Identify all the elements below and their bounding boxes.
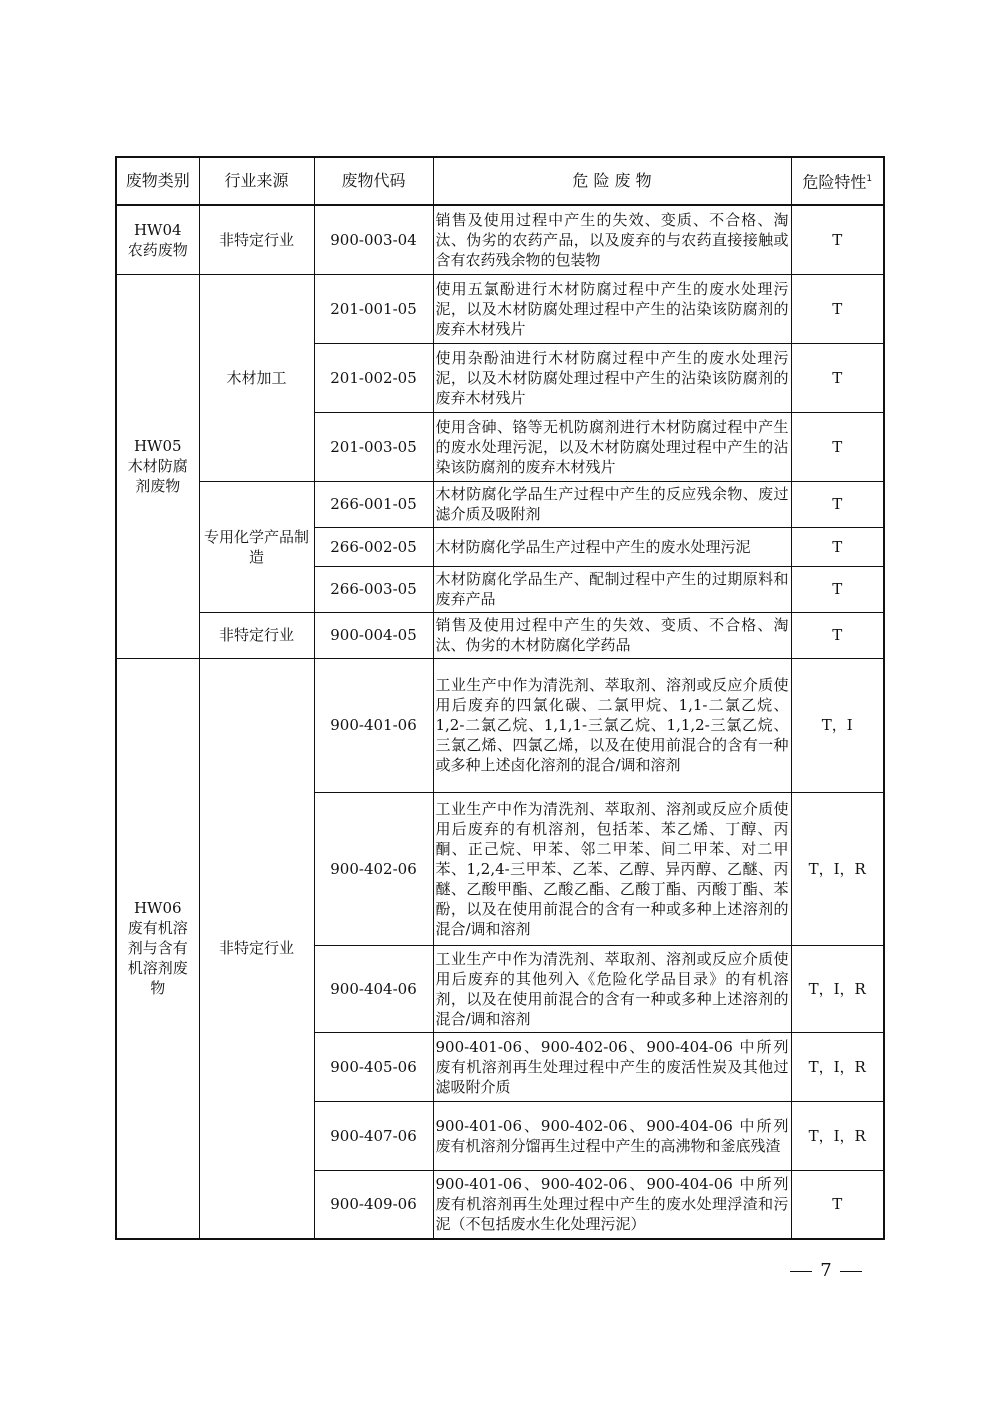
table-row bbox=[116, 205, 884, 274]
hazard-property: T bbox=[791, 274, 884, 343]
category-cell-hw06 bbox=[116, 658, 199, 1239]
category-name: 农药废物 bbox=[127, 240, 188, 259]
hazardous-waste-table bbox=[115, 156, 885, 1240]
waste-description: 900-401-06、900-402-06、900-404-06 中所列废有机溶剂再生处理过程中产生的废水处理浮渣和污泥（不包括废水生化处理污泥） bbox=[433, 1170, 791, 1239]
waste-description: 工业生产中作为清洗剂、萃取剂、溶剂或反应介质使用后废弃的其他列入《危险化学品目录》的有机溶剂，以及在使用前混合的含有一种或多种上述溶剂的混合/调和溶剂 bbox=[433, 945, 791, 1032]
waste-code: 266-001-05 bbox=[314, 481, 433, 527]
category-code: HW04 bbox=[133, 220, 182, 239]
industry-cell: 非特定行业 bbox=[199, 612, 314, 658]
waste-description: 使用含砷、铬等无机防腐剂进行木材防腐过程中产生的废水处理污泥，以及木材防腐处理过程中产生的沾染该防腐剂的废弃木材残片 bbox=[433, 412, 791, 481]
hazard-property: T，I，R bbox=[791, 945, 884, 1032]
category-code: HW05 bbox=[133, 437, 182, 455]
industry-cell: 非特定行业 bbox=[199, 658, 314, 1239]
industry-cell: 木材加工 bbox=[199, 274, 314, 481]
footnote-marker: 1 bbox=[866, 174, 873, 185]
waste-code: 900-405-06 bbox=[314, 1032, 433, 1101]
table-row bbox=[116, 481, 884, 527]
hazard-property: T bbox=[791, 566, 884, 612]
waste-description: 木材防腐化学品生产过程中产生的反应残余物、废过滤介质及吸附剂 bbox=[433, 481, 791, 527]
waste-code: 201-002-05 bbox=[314, 343, 433, 412]
waste-description: 销售及使用过程中产生的失效、变质、不合格、淘汰、伪劣的农药产品，以及废弃的与农药直接接触或含有农药残余物的包装物 bbox=[433, 205, 791, 274]
page-number bbox=[780, 1260, 872, 1281]
waste-code: 900-407-06 bbox=[314, 1101, 433, 1170]
category-name: 木材防腐剂废物 bbox=[127, 457, 188, 495]
table-header-row bbox=[116, 157, 884, 205]
header-waste-category: 废物类别 bbox=[116, 157, 199, 205]
hazard-property: T，I，R bbox=[791, 1101, 884, 1170]
waste-code: 900-404-06 bbox=[314, 945, 433, 1032]
waste-code: 900-401-06 bbox=[314, 658, 433, 792]
hazard-property: T bbox=[791, 527, 884, 566]
category-code: HW06 bbox=[133, 899, 182, 918]
page-number-text: 7 bbox=[820, 1260, 832, 1281]
waste-code: 201-003-05 bbox=[314, 412, 433, 481]
waste-code: 266-002-05 bbox=[314, 527, 433, 566]
waste-code: 900-004-05 bbox=[314, 612, 433, 658]
header-hazard-property-label: 危险特性 bbox=[802, 172, 867, 192]
hazard-property: T bbox=[791, 412, 884, 481]
waste-description: 工业生产中作为清洗剂、萃取剂、溶剂或反应介质使用后废弃的有机溶剂，包括苯、苯乙烯、丁醇、丙酮、正己烷、甲苯、邻二甲苯、间二甲苯、对二甲苯、1,2,4-三甲苯、乙苯、乙醇、异丙醇、乙醚、丙醚、乙酸甲酯、乙酸乙酯、乙酸丁酯、丙酸丁酯、苯酚，以及在使用前混合的含有一种或多种上述溶剂的混合/调和溶剂 bbox=[433, 792, 791, 945]
header-hazard-property bbox=[791, 157, 884, 205]
waste-description: 木材防腐化学品生产过程中产生的废水处理污泥 bbox=[433, 527, 791, 566]
waste-description: 900-401-06、900-402-06、900-404-06 中所列废有机溶剂分馏再生过程中产生的高沸物和釜底残渣 bbox=[433, 1101, 791, 1170]
hazard-property: T bbox=[791, 612, 884, 658]
category-cell-hw05 bbox=[116, 274, 199, 658]
waste-code: 266-003-05 bbox=[314, 566, 433, 612]
table-row bbox=[116, 274, 884, 343]
hazard-property: T bbox=[791, 1170, 884, 1239]
waste-description: 使用五氯酚进行木材防腐过程中产生的废水处理污泥，以及木材防腐处理过程中产生的沾染该防腐剂的废弃木材残片 bbox=[433, 274, 791, 343]
waste-code: 900-003-04 bbox=[314, 205, 433, 274]
industry-cell: 非特定行业 bbox=[199, 205, 314, 274]
industry-cell: 专用化学产品制造 bbox=[199, 481, 314, 612]
waste-code: 201-001-05 bbox=[314, 274, 433, 343]
waste-description: 使用杂酚油进行木材防腐过程中产生的废水处理污泥，以及木材防腐处理过程中产生的沾染该防腐剂的废弃木材残片 bbox=[433, 343, 791, 412]
table-row bbox=[116, 658, 884, 792]
hazard-property: T bbox=[791, 205, 884, 274]
hazard-property: T bbox=[791, 481, 884, 527]
hazard-property: T，I，R bbox=[791, 1032, 884, 1101]
waste-code: 900-409-06 bbox=[314, 1170, 433, 1239]
waste-description: 工业生产中作为清洗剂、萃取剂、溶剂或反应介质使用后废弃的四氯化碳、二氯甲烷、1,1-二氯乙烷、1,2-二氯乙烷、1,1,1-三氯乙烷、1,1,2-三氯乙烷、三氯乙烯、四氯乙烯，以及在使用前混合的含有一种或多种上述卤化溶剂的混合/调和溶剂 bbox=[433, 658, 791, 792]
waste-description: 木材防腐化学品生产、配制过程中产生的过期原料和废弃产品 bbox=[433, 566, 791, 612]
header-hazardous-waste: 危 险 废 物 bbox=[433, 157, 791, 205]
hazard-property: T，I，R bbox=[791, 792, 884, 945]
page-number-dash-left bbox=[790, 1271, 812, 1272]
header-industry-source: 行业来源 bbox=[199, 157, 314, 205]
category-name: 废有机溶剂与含有机溶剂废物 bbox=[127, 919, 188, 998]
table-row bbox=[116, 612, 884, 658]
waste-code: 900-402-06 bbox=[314, 792, 433, 945]
header-waste-code: 废物代码 bbox=[314, 157, 433, 205]
category-cell-hw04 bbox=[116, 205, 199, 274]
waste-description: 900-401-06、900-402-06、900-404-06 中所列废有机溶剂再生处理过程中产生的废活性炭及其他过滤吸附介质 bbox=[433, 1032, 791, 1101]
hazard-property: T bbox=[791, 343, 884, 412]
waste-description: 销售及使用过程中产生的失效、变质、不合格、淘汰、伪劣的木材防腐化学药品 bbox=[433, 612, 791, 658]
page-number-dash-right bbox=[840, 1271, 862, 1272]
hazard-property: T，I bbox=[791, 658, 884, 792]
